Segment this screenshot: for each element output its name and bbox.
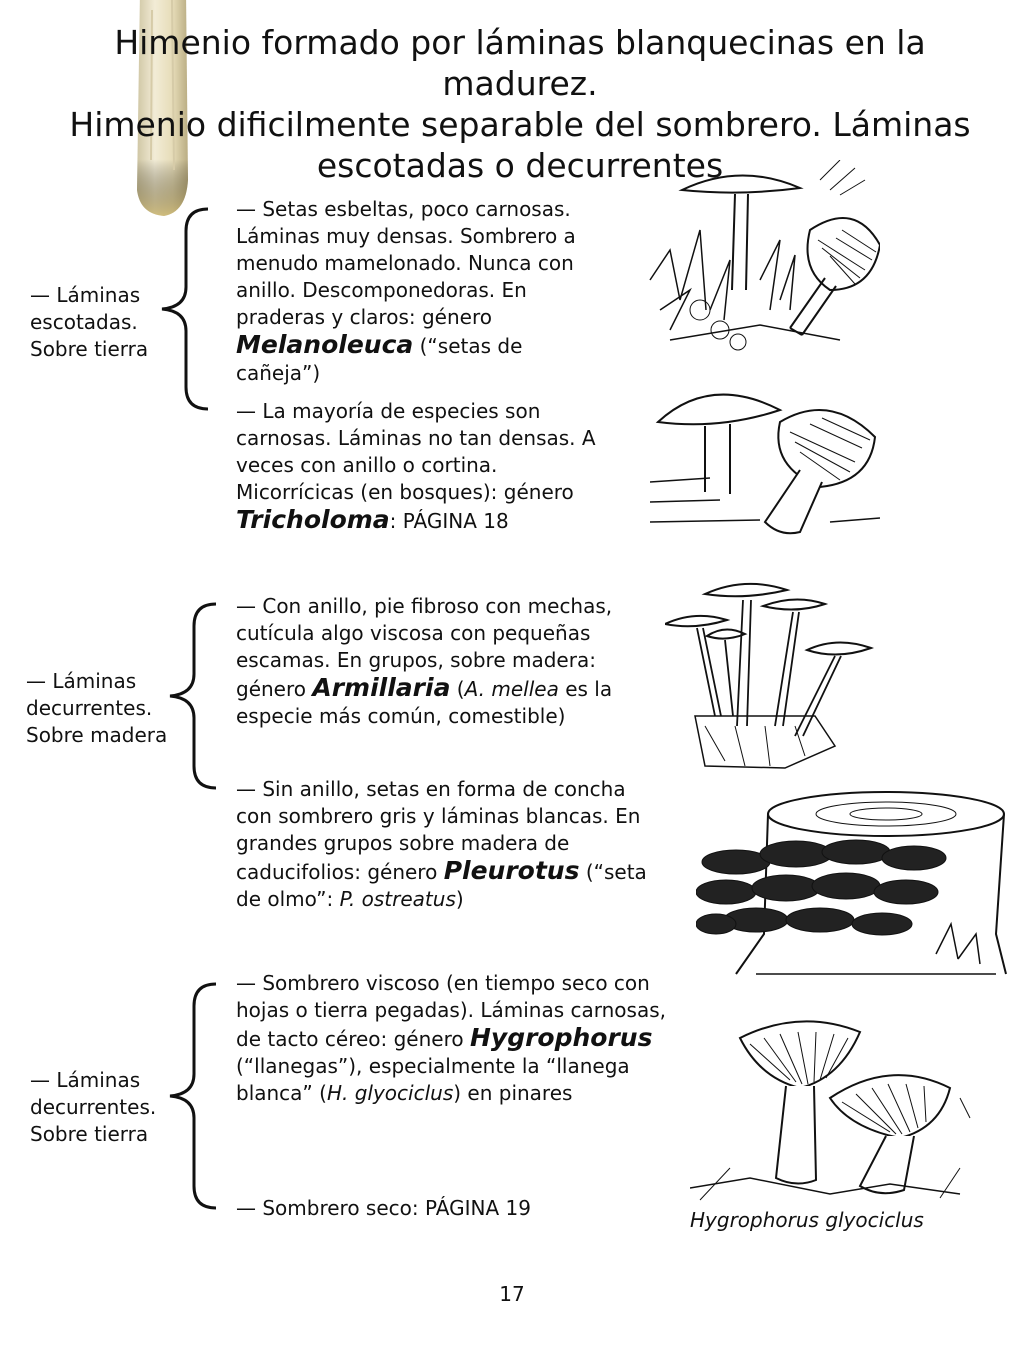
entry-text: : PÁGINA 18 [389, 509, 509, 533]
curly-brace-3 [166, 980, 222, 1212]
entry-sombrero-seco [236, 1195, 656, 1222]
entry-text: — Sin anillo, setas en forma de concha con sombrero gris y láminas blancas. En grandes grupos sobre madera de caducifolios: género [236, 777, 641, 884]
entry-text: — Setas esbeltas, poco carnosas. Láminas muy densas. Sombrero a menudo mamelonado. Nunca con anillo. Descomponedoras. En praderas y claros: género [236, 197, 576, 329]
category-label-decurrentes-madera [26, 668, 167, 749]
entry-text: ) en pinares [453, 1081, 573, 1105]
title-line-1: Himenio formado por láminas blanquecinas en la madurez. [114, 23, 926, 103]
entry-hygrophorus [236, 970, 676, 1107]
entry-text: (“setas de cañeja”) [236, 334, 523, 385]
entry-text: — Sombrero seco: PÁGINA 19 [236, 1196, 531, 1220]
illustration-caption: Hygrophorus glyociclus [690, 1208, 924, 1232]
category-line: — Láminas [30, 283, 141, 307]
curly-brace-2 [166, 600, 222, 792]
genus-name: Pleurotus [443, 856, 580, 885]
melanoleuca-illustration [640, 160, 880, 360]
entry-pleurotus [236, 776, 656, 913]
hygrophorus-illustration [690, 1008, 980, 1204]
category-label-decurrentes-tierra [30, 1067, 156, 1148]
entry-text: ) [455, 887, 464, 911]
entry-text: es la especie más común, comestible) [236, 677, 613, 728]
entry-text: — Con anillo, pie fibroso con mechas, cutícula algo viscosa con pequeñas escamas. En grupos, sobre madera: género [236, 594, 613, 701]
page-number: 17 [499, 1282, 525, 1306]
genus-name: Armillaria [312, 673, 451, 702]
armillaria-illustration [665, 576, 875, 771]
category-line: Sobre tierra [30, 1122, 149, 1146]
entry-text: — La mayoría de especies son carnosas. Láminas no tan densas. A veces con anillo o cortina. Micorrícicas (en bosques): género [236, 399, 596, 504]
species-name: H. glyociclus [326, 1081, 454, 1105]
genus-name: Melanoleuca [236, 330, 414, 359]
category-line: Sobre tierra [30, 337, 149, 361]
entry-text: (“llanegas”), especialmente la “llanega blanca” ( [236, 1054, 630, 1105]
category-line: — Láminas [26, 669, 137, 693]
entry-tricholoma [236, 398, 616, 535]
category-line: escotadas. [30, 310, 138, 334]
genus-name: Tricholoma [236, 505, 390, 534]
pleurotus-illustration [696, 784, 1016, 984]
entry-melanoleuca [236, 196, 596, 387]
entry-text: — Sombrero viscoso (en tiempo seco con hojas o tierra pegadas). Láminas carnosas, de tacto céreo: género [236, 971, 666, 1051]
genus-name: Hygrophorus [469, 1023, 653, 1052]
category-line: decurrentes. [30, 1095, 157, 1119]
entry-armillaria [236, 593, 636, 730]
category-label-escotadas [30, 282, 148, 363]
species-name: A. mellea [464, 677, 559, 701]
title-line-2: Himenio dificilmente separable del sombrero. Láminas [69, 105, 971, 144]
tricholoma-illustration [650, 382, 880, 542]
entry-text: ( [450, 677, 465, 701]
category-line: decurrentes. [26, 696, 153, 720]
entry-text: (“seta de olmo”: [236, 860, 647, 911]
category-line: Sobre madera [26, 723, 168, 747]
species-name: P. ostreatus [339, 887, 456, 911]
curly-brace-1 [158, 205, 214, 413]
title-line-3: escotadas o decurrentes [316, 146, 724, 185]
category-line: — Láminas [30, 1068, 141, 1092]
